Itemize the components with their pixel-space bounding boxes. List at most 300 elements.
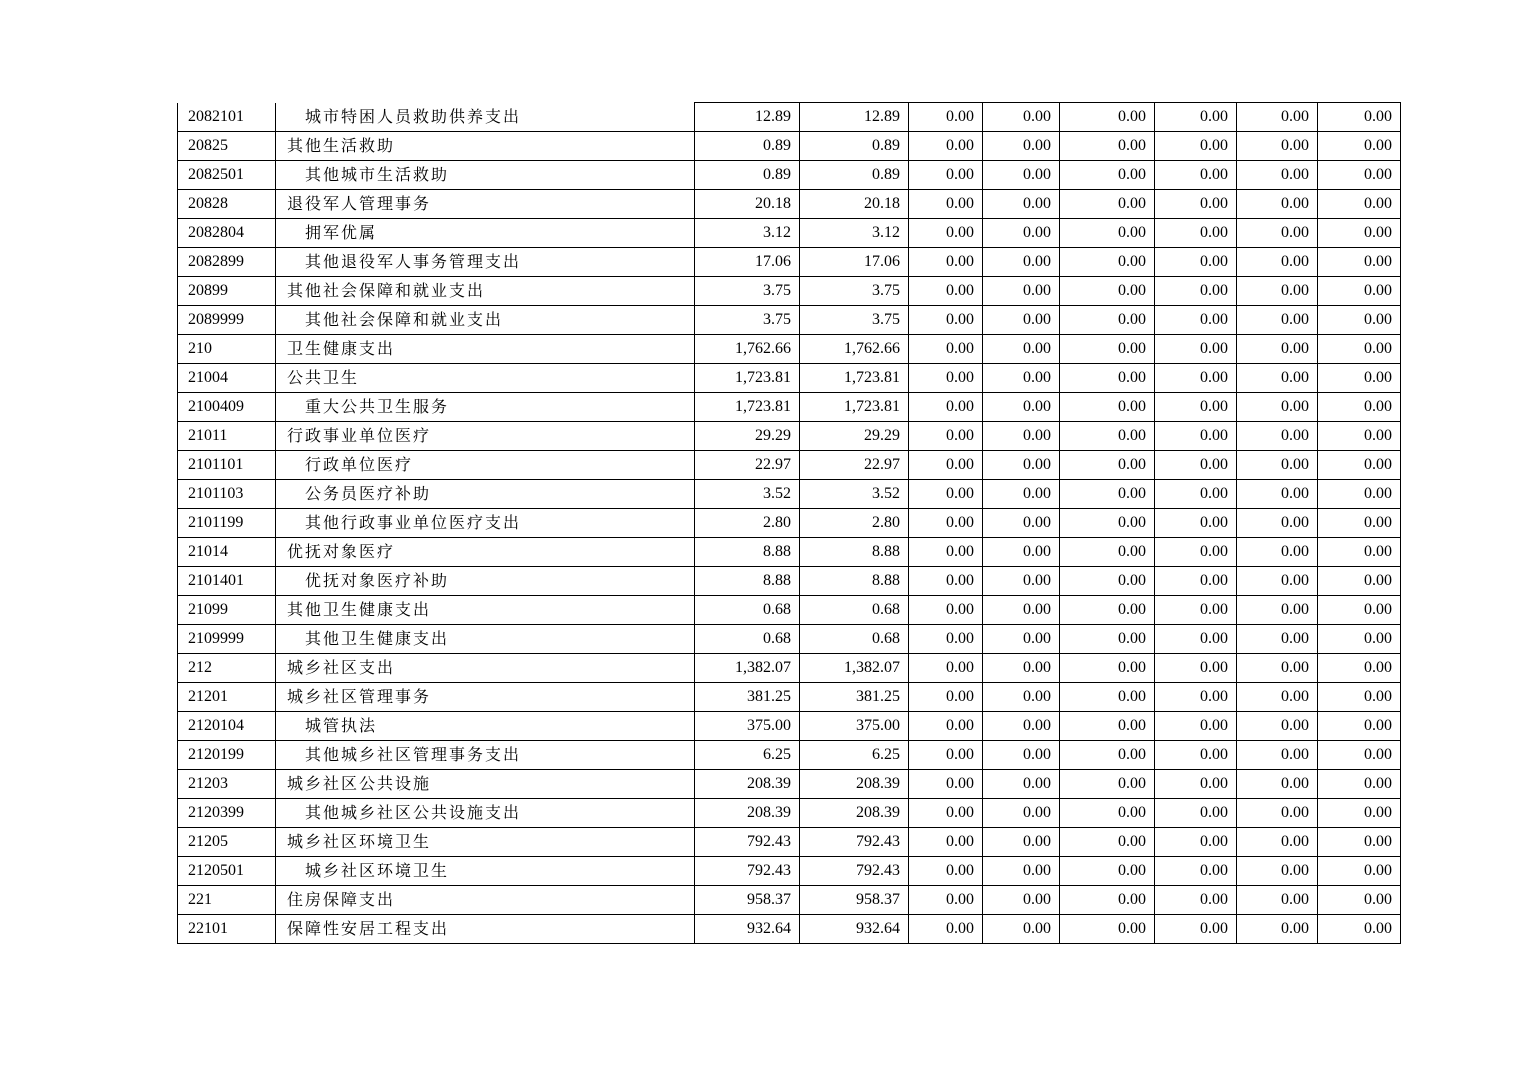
subject-name-cell: 城乡社区公共设施: [276, 770, 695, 799]
amount-cell: 0.00: [1237, 219, 1318, 248]
amount-cell: 0.00: [1060, 132, 1155, 161]
amount-cell: 0.00: [909, 799, 983, 828]
amount-cell: 0.00: [1060, 422, 1155, 451]
amount-cell: 0.00: [1318, 654, 1401, 683]
amount-cell: 0.00: [1155, 509, 1237, 538]
table-row: [178, 828, 1401, 857]
amount-cell: 0.89: [800, 161, 909, 190]
amount-cell: 0.00: [1060, 828, 1155, 857]
amount-cell: 0.00: [1237, 886, 1318, 915]
amount-cell: 3.12: [800, 219, 909, 248]
subject-name-cell: 其他城市生活救助: [276, 161, 695, 190]
amount-cell: 0.00: [983, 770, 1060, 799]
amount-cell: 0.00: [1060, 625, 1155, 654]
amount-cell: 0.00: [1060, 915, 1155, 944]
amount-cell: 17.06: [800, 248, 909, 277]
table-row: [178, 306, 1401, 335]
amount-cell: 8.88: [800, 567, 909, 596]
amount-cell: 0.00: [909, 161, 983, 190]
amount-cell: 1,762.66: [695, 335, 800, 364]
amount-cell: 0.00: [1237, 190, 1318, 219]
amount-cell: 3.52: [695, 480, 800, 509]
amount-cell: 0.00: [1237, 828, 1318, 857]
amount-cell: 0.00: [1318, 422, 1401, 451]
amount-cell: 0.00: [909, 770, 983, 799]
amount-cell: 0.00: [909, 103, 983, 132]
amount-cell: 0.00: [983, 451, 1060, 480]
amount-cell: 0.00: [1060, 219, 1155, 248]
amount-cell: 0.00: [909, 277, 983, 306]
amount-cell: 0.00: [1060, 451, 1155, 480]
amount-cell: 932.64: [695, 915, 800, 944]
amount-cell: 0.89: [800, 132, 909, 161]
amount-cell: 0.00: [909, 306, 983, 335]
table-row: [178, 741, 1401, 770]
table-row: [178, 799, 1401, 828]
subject-code-cell: 21205: [178, 828, 276, 857]
amount-cell: 0.00: [909, 625, 983, 654]
amount-cell: 0.00: [1318, 567, 1401, 596]
amount-cell: 0.00: [909, 190, 983, 219]
subject-name-cell: 拥军优属: [276, 219, 695, 248]
amount-cell: 0.00: [909, 915, 983, 944]
amount-cell: 12.89: [800, 103, 909, 132]
table-row: [178, 538, 1401, 567]
amount-cell: 3.52: [800, 480, 909, 509]
amount-cell: 792.43: [695, 828, 800, 857]
amount-cell: 1,723.81: [800, 364, 909, 393]
amount-cell: 0.00: [1060, 596, 1155, 625]
table-row: [178, 886, 1401, 915]
amount-cell: 0.00: [1318, 480, 1401, 509]
amount-cell: 0.00: [1237, 538, 1318, 567]
amount-cell: 375.00: [695, 712, 800, 741]
amount-cell: 0.00: [1237, 103, 1318, 132]
amount-cell: 1,762.66: [800, 335, 909, 364]
amount-cell: 0.00: [909, 335, 983, 364]
subject-code-cell: 2101101: [178, 451, 276, 480]
amount-cell: 0.00: [1318, 596, 1401, 625]
subject-name-cell: 其他城乡社区管理事务支出: [276, 741, 695, 770]
amount-cell: 0.00: [1237, 596, 1318, 625]
subject-name-cell: 其他社会保障和就业支出: [276, 306, 695, 335]
subject-code-cell: 2082101: [178, 103, 276, 132]
amount-cell: 0.00: [1237, 509, 1318, 538]
amount-cell: 0.00: [1155, 277, 1237, 306]
amount-cell: 0.68: [695, 625, 800, 654]
subject-code-cell: 2120199: [178, 741, 276, 770]
amount-cell: 0.00: [1318, 509, 1401, 538]
amount-cell: 0.00: [1318, 741, 1401, 770]
amount-cell: 0.00: [983, 567, 1060, 596]
subject-name-cell: 城乡社区管理事务: [276, 683, 695, 712]
amount-cell: 0.00: [1060, 248, 1155, 277]
subject-name-cell: 行政单位医疗: [276, 451, 695, 480]
amount-cell: 6.25: [695, 741, 800, 770]
amount-cell: 381.25: [800, 683, 909, 712]
subject-code-cell: 21099: [178, 596, 276, 625]
amount-cell: 0.00: [909, 422, 983, 451]
subject-code-cell: 2120501: [178, 857, 276, 886]
amount-cell: 0.00: [1060, 538, 1155, 567]
amount-cell: 0.00: [983, 190, 1060, 219]
amount-cell: 0.00: [1318, 364, 1401, 393]
amount-cell: 0.00: [1318, 248, 1401, 277]
amount-cell: 0.00: [1060, 103, 1155, 132]
amount-cell: 0.00: [983, 132, 1060, 161]
amount-cell: 0.00: [909, 654, 983, 683]
amount-cell: 0.00: [909, 393, 983, 422]
amount-cell: 0.00: [909, 480, 983, 509]
amount-cell: 0.00: [909, 683, 983, 712]
subject-code-cell: 2082804: [178, 219, 276, 248]
amount-cell: 0.00: [1318, 132, 1401, 161]
amount-cell: 0.00: [1155, 364, 1237, 393]
table-row: [178, 857, 1401, 886]
amount-cell: 208.39: [695, 770, 800, 799]
amount-cell: 2.80: [800, 509, 909, 538]
amount-cell: 0.00: [983, 161, 1060, 190]
amount-cell: 0.00: [983, 277, 1060, 306]
amount-cell: 0.00: [1155, 596, 1237, 625]
amount-cell: 0.00: [983, 480, 1060, 509]
amount-cell: 0.00: [1237, 683, 1318, 712]
table-row: [178, 712, 1401, 741]
subject-name-cell: 城乡社区环境卫生: [276, 828, 695, 857]
table-row: [178, 625, 1401, 654]
amount-cell: 0.00: [1318, 915, 1401, 944]
amount-cell: 22.97: [800, 451, 909, 480]
amount-cell: 0.00: [909, 712, 983, 741]
table-row: [178, 161, 1401, 190]
amount-cell: 0.00: [983, 886, 1060, 915]
amount-cell: 0.00: [983, 596, 1060, 625]
amount-cell: 375.00: [800, 712, 909, 741]
amount-cell: 0.89: [695, 132, 800, 161]
amount-cell: 0.00: [1155, 190, 1237, 219]
amount-cell: 0.00: [909, 248, 983, 277]
amount-cell: 0.00: [1060, 190, 1155, 219]
amount-cell: 932.64: [800, 915, 909, 944]
amount-cell: 0.00: [1318, 683, 1401, 712]
amount-cell: 0.00: [1318, 103, 1401, 132]
subject-code-cell: 210: [178, 335, 276, 364]
amount-cell: 8.88: [695, 567, 800, 596]
table-row: [178, 567, 1401, 596]
subject-name-cell: 城市特困人员救助供养支出: [276, 103, 695, 132]
amount-cell: 0.00: [1237, 277, 1318, 306]
subject-code-cell: 20825: [178, 132, 276, 161]
amount-cell: 0.00: [1155, 625, 1237, 654]
amount-cell: 0.00: [1155, 422, 1237, 451]
amount-cell: 0.00: [1237, 335, 1318, 364]
amount-cell: 0.00: [1155, 654, 1237, 683]
subject-name-cell: 退役军人管理事务: [276, 190, 695, 219]
amount-cell: 20.18: [800, 190, 909, 219]
table-row: [178, 248, 1401, 277]
amount-cell: 0.00: [1318, 451, 1401, 480]
amount-cell: 0.00: [1060, 277, 1155, 306]
subject-name-cell: 其他卫生健康支出: [276, 596, 695, 625]
budget-table: [177, 102, 1401, 944]
amount-cell: 3.75: [800, 306, 909, 335]
amount-cell: 792.43: [800, 828, 909, 857]
amount-cell: 0.00: [1318, 799, 1401, 828]
amount-cell: 958.37: [695, 886, 800, 915]
amount-cell: 0.00: [909, 364, 983, 393]
subject-name-cell: 行政事业单位医疗: [276, 422, 695, 451]
amount-cell: 0.00: [1060, 857, 1155, 886]
table-row: [178, 277, 1401, 306]
amount-cell: 0.00: [1237, 915, 1318, 944]
amount-cell: 0.00: [1155, 219, 1237, 248]
amount-cell: 0.00: [983, 857, 1060, 886]
amount-cell: 0.00: [983, 364, 1060, 393]
amount-cell: 8.88: [800, 538, 909, 567]
table-row: [178, 335, 1401, 364]
amount-cell: 0.68: [800, 596, 909, 625]
table-row: [178, 103, 1401, 132]
subject-code-cell: 21203: [178, 770, 276, 799]
amount-cell: 0.00: [1155, 248, 1237, 277]
table-row: [178, 451, 1401, 480]
amount-cell: 0.00: [1060, 567, 1155, 596]
amount-cell: 3.75: [800, 277, 909, 306]
amount-cell: 0.00: [1318, 770, 1401, 799]
table-row: [178, 422, 1401, 451]
amount-cell: 0.00: [909, 219, 983, 248]
amount-cell: 3.75: [695, 306, 800, 335]
subject-code-cell: 21201: [178, 683, 276, 712]
amount-cell: 3.12: [695, 219, 800, 248]
subject-name-cell: 其他城乡社区公共设施支出: [276, 799, 695, 828]
amount-cell: 1,723.81: [695, 364, 800, 393]
amount-cell: 0.00: [983, 799, 1060, 828]
amount-cell: 0.00: [1060, 683, 1155, 712]
subject-code-cell: 2120104: [178, 712, 276, 741]
amount-cell: 208.39: [800, 770, 909, 799]
amount-cell: 0.00: [1155, 886, 1237, 915]
amount-cell: 0.00: [1060, 770, 1155, 799]
subject-name-cell: 其他社会保障和就业支出: [276, 277, 695, 306]
amount-cell: 0.00: [983, 915, 1060, 944]
amount-cell: 958.37: [800, 886, 909, 915]
amount-cell: 0.00: [909, 451, 983, 480]
amount-cell: 29.29: [695, 422, 800, 451]
amount-cell: 0.00: [909, 857, 983, 886]
amount-cell: 0.00: [1060, 509, 1155, 538]
amount-cell: 0.00: [909, 741, 983, 770]
amount-cell: 0.89: [695, 161, 800, 190]
amount-cell: 12.89: [695, 103, 800, 132]
amount-cell: 1,382.07: [695, 654, 800, 683]
amount-cell: 0.00: [983, 393, 1060, 422]
amount-cell: 0.00: [1060, 654, 1155, 683]
subject-name-cell: 重大公共卫生服务: [276, 393, 695, 422]
amount-cell: 0.00: [1155, 567, 1237, 596]
amount-cell: 0.00: [1237, 306, 1318, 335]
subject-name-cell: 优抚对象医疗: [276, 538, 695, 567]
amount-cell: 0.00: [1237, 393, 1318, 422]
amount-cell: 0.00: [1237, 799, 1318, 828]
amount-cell: 0.00: [909, 567, 983, 596]
amount-cell: 0.00: [909, 828, 983, 857]
subject-code-cell: 2082501: [178, 161, 276, 190]
amount-cell: 0.00: [1060, 799, 1155, 828]
subject-name-cell: 城乡社区支出: [276, 654, 695, 683]
subject-name-cell: 公共卫生: [276, 364, 695, 393]
amount-cell: 0.00: [1237, 567, 1318, 596]
amount-cell: 1,723.81: [695, 393, 800, 422]
subject-name-cell: 公务员医疗补助: [276, 480, 695, 509]
amount-cell: 0.00: [1155, 828, 1237, 857]
table-row: [178, 915, 1401, 944]
subject-code-cell: 2082899: [178, 248, 276, 277]
amount-cell: 0.00: [1155, 915, 1237, 944]
amount-cell: 0.00: [909, 886, 983, 915]
amount-cell: 6.25: [800, 741, 909, 770]
amount-cell: 0.00: [983, 538, 1060, 567]
amount-cell: 0.00: [1060, 480, 1155, 509]
amount-cell: 0.00: [909, 596, 983, 625]
amount-cell: 0.00: [1060, 335, 1155, 364]
amount-cell: 0.00: [1060, 712, 1155, 741]
table-row: [178, 190, 1401, 219]
amount-cell: 0.00: [1237, 625, 1318, 654]
amount-cell: 0.00: [983, 741, 1060, 770]
amount-cell: 0.00: [1237, 712, 1318, 741]
amount-cell: 0.00: [1318, 857, 1401, 886]
subject-code-cell: 2101401: [178, 567, 276, 596]
amount-cell: 0.00: [1155, 335, 1237, 364]
amount-cell: 381.25: [695, 683, 800, 712]
amount-cell: 0.00: [1237, 857, 1318, 886]
subject-code-cell: 21014: [178, 538, 276, 567]
subject-name-cell: 其他退役军人事务管理支出: [276, 248, 695, 277]
subject-name-cell: 卫生健康支出: [276, 335, 695, 364]
amount-cell: 2.80: [695, 509, 800, 538]
amount-cell: 0.00: [1155, 538, 1237, 567]
subject-code-cell: 2120399: [178, 799, 276, 828]
amount-cell: 20.18: [695, 190, 800, 219]
amount-cell: 3.75: [695, 277, 800, 306]
amount-cell: 17.06: [695, 248, 800, 277]
amount-cell: 0.00: [1155, 683, 1237, 712]
table-row: [178, 770, 1401, 799]
subject-code-cell: 2100409: [178, 393, 276, 422]
subject-code-cell: 21011: [178, 422, 276, 451]
table-body: [178, 103, 1401, 944]
amount-cell: 792.43: [800, 857, 909, 886]
subject-name-cell: 城乡社区环境卫生: [276, 857, 695, 886]
amount-cell: 0.00: [1237, 480, 1318, 509]
amount-cell: 0.00: [983, 219, 1060, 248]
amount-cell: 0.00: [983, 509, 1060, 538]
amount-cell: 0.00: [1155, 161, 1237, 190]
amount-cell: 0.00: [909, 538, 983, 567]
amount-cell: 0.00: [1155, 712, 1237, 741]
amount-cell: 0.00: [1060, 364, 1155, 393]
amount-cell: 22.97: [695, 451, 800, 480]
amount-cell: 0.00: [983, 683, 1060, 712]
table-row: [178, 654, 1401, 683]
amount-cell: 0.00: [983, 103, 1060, 132]
subject-code-cell: 2101199: [178, 509, 276, 538]
table-row: [178, 393, 1401, 422]
amount-cell: 0.00: [1060, 161, 1155, 190]
amount-cell: 0.00: [1155, 132, 1237, 161]
amount-cell: 0.00: [983, 654, 1060, 683]
amount-cell: 0.00: [983, 712, 1060, 741]
amount-cell: 0.00: [1318, 538, 1401, 567]
subject-code-cell: 2101103: [178, 480, 276, 509]
amount-cell: 0.00: [1318, 625, 1401, 654]
amount-cell: 0.00: [1237, 364, 1318, 393]
amount-cell: 208.39: [800, 799, 909, 828]
amount-cell: 0.00: [983, 248, 1060, 277]
subject-code-cell: 20899: [178, 277, 276, 306]
amount-cell: 0.00: [1318, 306, 1401, 335]
amount-cell: 0.00: [1155, 741, 1237, 770]
subject-name-cell: 住房保障支出: [276, 886, 695, 915]
amount-cell: 0.00: [1155, 393, 1237, 422]
amount-cell: 0.68: [695, 596, 800, 625]
subject-name-cell: 其他卫生健康支出: [276, 625, 695, 654]
amount-cell: 0.00: [1318, 161, 1401, 190]
amount-cell: 0.00: [983, 335, 1060, 364]
amount-cell: 1,723.81: [800, 393, 909, 422]
subject-name-cell: 其他行政事业单位医疗支出: [276, 509, 695, 538]
amount-cell: 0.00: [1237, 161, 1318, 190]
table-row: [178, 364, 1401, 393]
amount-cell: 0.00: [1060, 393, 1155, 422]
amount-cell: 0.00: [1155, 103, 1237, 132]
amount-cell: 0.00: [1318, 277, 1401, 306]
amount-cell: 0.00: [1318, 712, 1401, 741]
table-row: [178, 509, 1401, 538]
amount-cell: 0.00: [909, 509, 983, 538]
amount-cell: 0.00: [1318, 219, 1401, 248]
amount-cell: 0.00: [1237, 132, 1318, 161]
amount-cell: 792.43: [695, 857, 800, 886]
amount-cell: 0.00: [1155, 770, 1237, 799]
table-row: [178, 596, 1401, 625]
amount-cell: 208.39: [695, 799, 800, 828]
amount-cell: 0.00: [1237, 770, 1318, 799]
amount-cell: 0.00: [1155, 306, 1237, 335]
amount-cell: 0.00: [1155, 480, 1237, 509]
amount-cell: 0.00: [1060, 886, 1155, 915]
amount-cell: 1,382.07: [800, 654, 909, 683]
amount-cell: 0.00: [983, 625, 1060, 654]
subject-name-cell: 城管执法: [276, 712, 695, 741]
table-row: [178, 132, 1401, 161]
amount-cell: 0.00: [983, 306, 1060, 335]
amount-cell: 0.00: [1237, 741, 1318, 770]
amount-cell: 0.00: [1318, 886, 1401, 915]
amount-cell: 0.00: [1318, 828, 1401, 857]
amount-cell: 29.29: [800, 422, 909, 451]
amount-cell: 8.88: [695, 538, 800, 567]
amount-cell: 0.00: [1318, 190, 1401, 219]
subject-name-cell: 其他生活救助: [276, 132, 695, 161]
amount-cell: 0.00: [1237, 248, 1318, 277]
amount-cell: 0.00: [1060, 306, 1155, 335]
subject-code-cell: 2109999: [178, 625, 276, 654]
amount-cell: 0.00: [1155, 451, 1237, 480]
amount-cell: 0.00: [1318, 393, 1401, 422]
amount-cell: 0.00: [1237, 654, 1318, 683]
